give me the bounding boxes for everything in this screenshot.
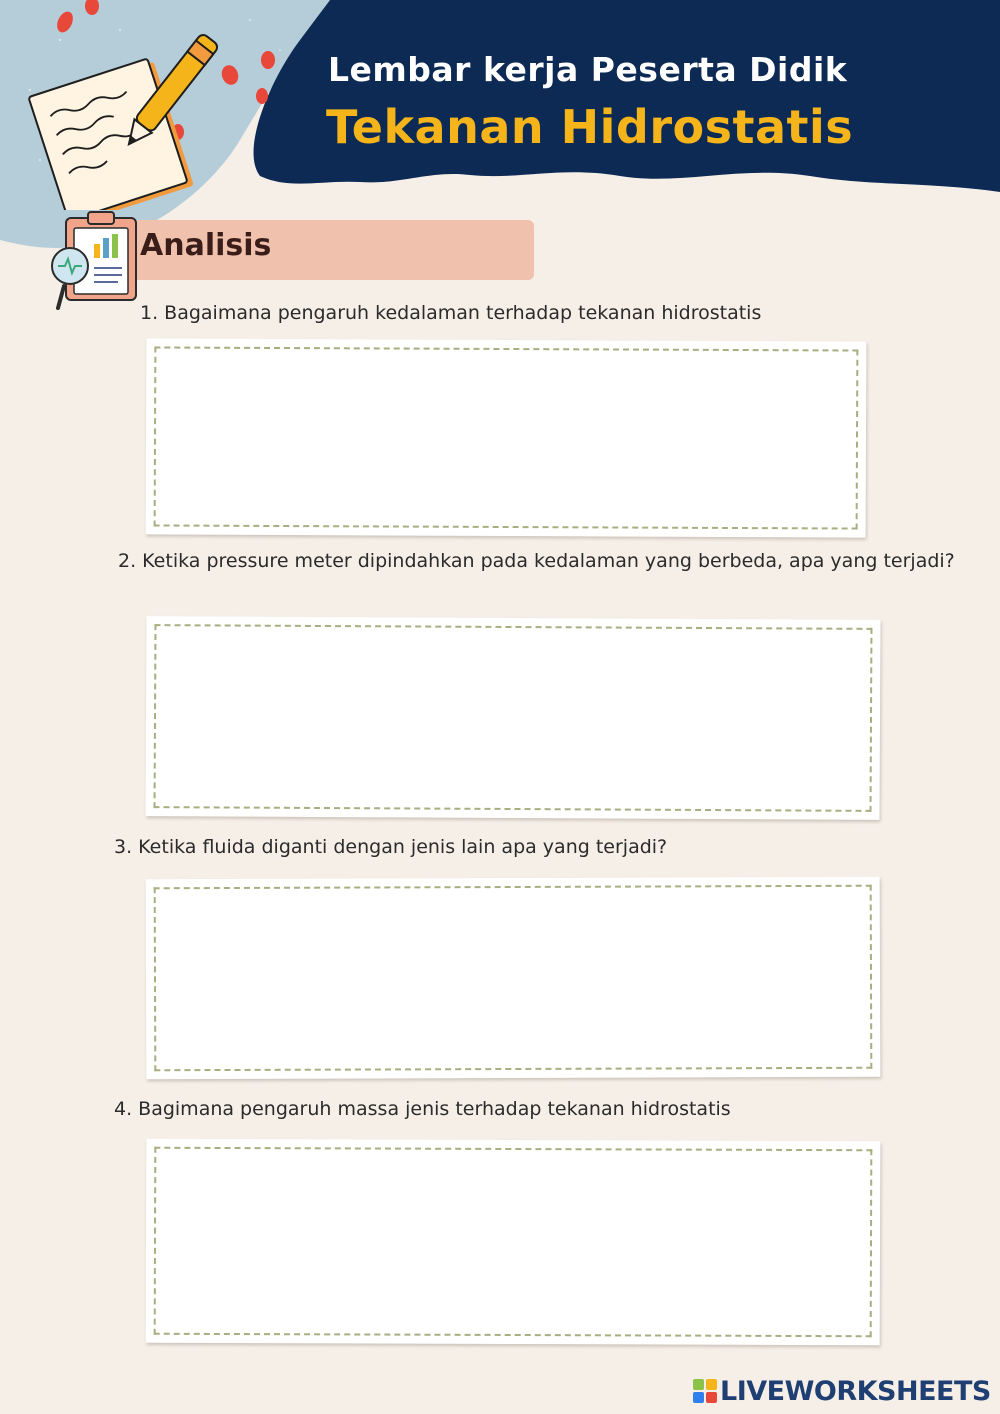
- worksheet-subtitle: Lembar kerja Peserta Didik: [328, 50, 848, 89]
- worksheet-title: Tekanan Hidrostatis: [326, 100, 854, 154]
- liveworksheets-brand[interactable]: [692, 1373, 991, 1409]
- question-1: 1. Bagaimana pengaruh kedalaman terhadap tekanan hidrostatis: [140, 302, 762, 324]
- answer-box-border: [154, 1147, 873, 1338]
- question-2: 2. Ketika pressure meter dipindahkan pada kedalaman yang berbeda, apa yang terjadi?: [118, 550, 955, 572]
- liveworksheets-logo-icon: [692, 1377, 718, 1405]
- clipboard-chart-icon: [48, 208, 148, 318]
- brand-name: LIVEWORKSHEETS: [720, 1375, 991, 1407]
- answer-box-border: [154, 885, 873, 1072]
- answer-box-border: [154, 346, 859, 529]
- question-4: 4. Bagimana pengaruh massa jenis terhadap tekanan hidrostatis: [114, 1098, 731, 1120]
- question-3: 3. Ketika fluida diganti dengan jenis lain apa yang terjadi?: [114, 836, 668, 858]
- answer-box-border: [154, 624, 873, 812]
- section-title: Analisis: [140, 228, 272, 263]
- answer-box-4[interactable]: [146, 1139, 881, 1346]
- answer-box-1[interactable]: [146, 338, 867, 537]
- notebook-pen-icon: [20, 20, 230, 210]
- answer-box-2[interactable]: [145, 616, 880, 820]
- answer-box-3[interactable]: [146, 877, 881, 1080]
